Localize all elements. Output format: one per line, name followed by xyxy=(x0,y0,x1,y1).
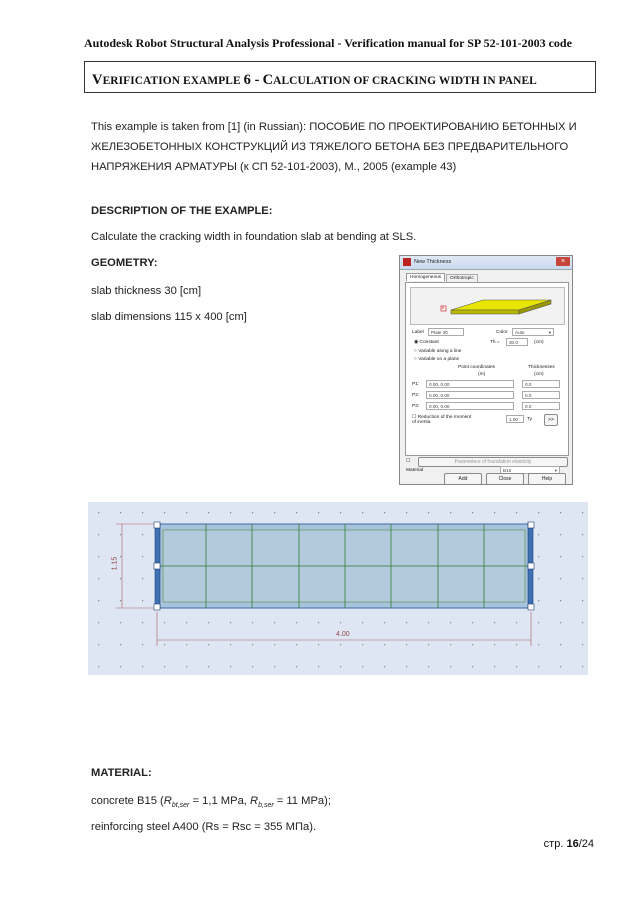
radio-line[interactable]: ○ Variable along a line xyxy=(414,349,462,354)
p1-label: P1: xyxy=(412,382,420,387)
new-thickness-dialog xyxy=(399,255,573,485)
chevron-down-icon: ▾ xyxy=(548,330,551,335)
material-select[interactable]: B15 ▾ xyxy=(500,466,560,474)
material-heading: MATERIAL: xyxy=(91,767,152,779)
chevron-down-icon: ▾ xyxy=(554,468,557,473)
intro-paragraph xyxy=(91,117,591,177)
help-button[interactable]: Help xyxy=(528,473,566,485)
slab-plan-svg xyxy=(88,502,588,675)
point-coords-caption: Point coordinates xyxy=(458,365,496,370)
p3-label: P3: xyxy=(412,404,420,409)
p3-thickness-input[interactable]: 0.0 xyxy=(522,402,560,410)
p1-coords-input[interactable]: 0.00, 0.00 xyxy=(426,380,514,388)
point-coords-unit: (m) xyxy=(478,372,486,377)
close-icon[interactable]: × xyxy=(556,257,570,266)
close-button[interactable]: Close xyxy=(486,473,524,485)
description-text: Calculate the cracking width in foundation slab at bending at SLS. xyxy=(91,231,417,243)
p1-thickness-input[interactable]: 0.0 xyxy=(522,380,560,388)
description-heading: DESCRIPTION OF THE EXAMPLE: xyxy=(91,205,273,217)
p2-thickness-input[interactable]: 0.0 xyxy=(522,391,560,399)
reduction-input[interactable]: 1.00 xyxy=(506,415,524,423)
geometry-thickness: slab thickness 30 [cm] xyxy=(91,285,202,297)
ty-label: Ty xyxy=(527,417,533,422)
foundation-parameters-button[interactable]: Parameters of foundation elasticity xyxy=(418,457,568,467)
intro-line: ЖЕЛЕЗОБЕТОННЫХ КОНСТРУКЦИЙ ИЗ ТЯЖЕЛОГО БЕТОНА БЕЗ ПРЕДВАРИТЕЛЬНОГО xyxy=(91,141,569,153)
dialog-title: New Thickness xyxy=(414,259,452,265)
tab-homogeneous[interactable]: Homogeneous xyxy=(406,273,445,281)
radio-plane[interactable]: ○ Variable on a plane xyxy=(414,357,460,362)
color-caption: Color xyxy=(496,330,508,335)
add-button[interactable]: Add xyxy=(444,473,482,485)
material-caption: Material xyxy=(406,468,424,473)
color-select[interactable]: Auto ▾ xyxy=(512,328,554,336)
geometry-dimensions: slab dimensions 115 x 400 [cm] xyxy=(91,311,247,323)
slab-preview xyxy=(410,287,565,325)
reduction-checkbox[interactable]: ☐ Reduction of the moment of inertia xyxy=(412,415,472,425)
thicknesses-caption: Thicknesses xyxy=(528,365,555,370)
horizontal-dimension: 4.00 xyxy=(336,631,350,638)
slab-preview-graphic xyxy=(411,288,564,324)
page-number: стр. 16/24 xyxy=(543,838,594,850)
example-title: VERIFICATION EXAMPLE 6 - CALCULATION OF CRACKING WIDTH IN PANEL xyxy=(92,72,537,88)
p2-label: P2: xyxy=(412,393,420,398)
page-header: Autodesk Robot Structural Analysis Professional - Verification manual for SP 52-101-2003 code xyxy=(84,36,572,50)
thickness-marker: h xyxy=(442,305,445,310)
label-caption: Label xyxy=(412,330,424,335)
thickness-unit: (cm) xyxy=(534,340,544,345)
th-caption: Th = xyxy=(490,340,500,345)
dialog-titlebar xyxy=(400,256,572,270)
vertical-dimension: 1.15 xyxy=(111,556,119,571)
tab-orthotropic[interactable]: Orthotropic xyxy=(446,274,478,282)
radio-constant[interactable]: ◉ Constant xyxy=(414,340,439,345)
foundation-checkbox[interactable]: ☐ xyxy=(406,459,411,464)
intro-line: This example is taken from [1] (in Russian): ПОСОБИЕ ПО ПРОЕКТИРОВАНИЮ БЕТОННЫХ И xyxy=(91,121,577,133)
geometry-heading: GEOMETRY: xyxy=(91,257,158,269)
tab-panel xyxy=(405,282,569,456)
p2-coords-input[interactable]: 0.00, 0.00 xyxy=(426,391,514,399)
concrete-line: concrete B15 ($R_{bt,ser} = 1,1$ MPa, $R_{b,ser} = 11$ MPa); xyxy=(91,795,331,810)
app-icon xyxy=(403,258,411,266)
slab-plan-drawing xyxy=(88,502,588,675)
steel-line: reinforcing steel A400 (Rs = Rsc = 355 МПа). xyxy=(91,821,317,833)
p3-coords-input[interactable]: 0.00, 0.00 xyxy=(426,402,514,410)
thicknesses-unit: (cm) xyxy=(534,372,544,377)
intro-line: НАПРЯЖЕНИЯ АРМАТУРЫ (к СП 52-101-2003), М., 2005 (example 43) xyxy=(91,161,457,173)
thickness-input[interactable]: 30.0 xyxy=(506,338,528,346)
more-button[interactable]: >> xyxy=(544,414,558,426)
label-input[interactable]: Plate 30 xyxy=(428,328,464,336)
